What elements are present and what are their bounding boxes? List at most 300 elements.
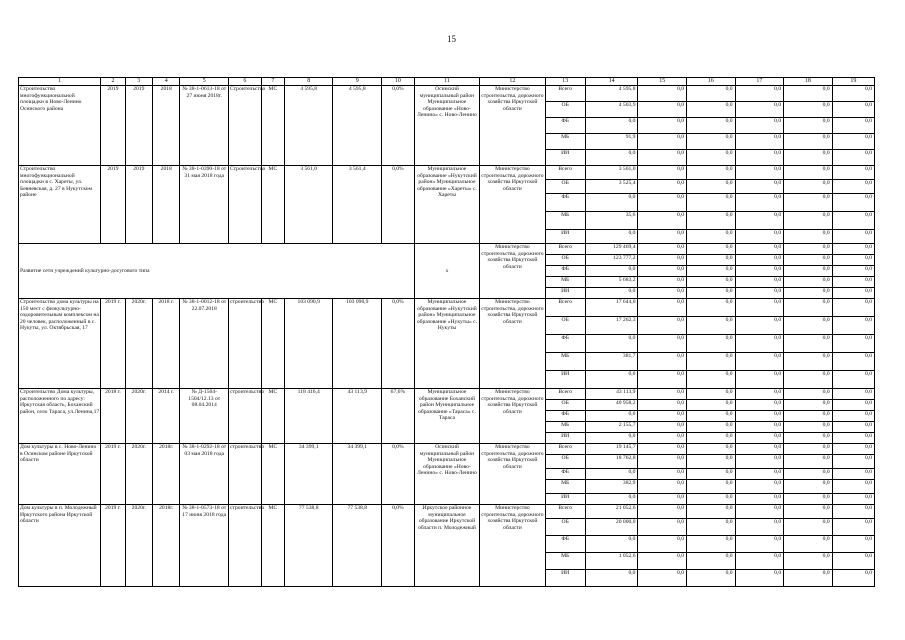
amount-cell: 0,0 [638,212,687,230]
readiness-percent: 0,0% [382,444,415,505]
amount-cell: 0,0 [687,266,736,277]
amount-cell: 0,0 [784,180,833,194]
amount-cell: 0,0 [735,134,784,150]
source-cell: ФБ [545,194,585,212]
year-end: 2019 [125,86,152,166]
source-cell: Всего [545,389,585,400]
header-cell: 11 [414,78,479,86]
ministry: Министерство строительства, дорожного хозяйства Иркутской области [480,444,545,505]
amount-cell: 35,6 [585,212,638,230]
amount-cell: 0,0 [832,455,874,469]
amount-cell: 3 561,0 [585,166,638,180]
section-title: Развитие сети учреждений культурно-досугового типа [19,244,415,299]
amount-cell: 0,0 [687,570,736,587]
amount-cell: 17 644,0 [585,299,638,317]
table-row [19,299,875,317]
amount-cell: 0,0 [585,230,638,244]
readiness-percent: 0,0% [382,166,415,244]
source-cell: ФБ [545,536,585,553]
year-doc: 2018 [153,86,180,166]
page-number: 15 [447,34,456,44]
amount-cell: 0,0 [638,505,687,519]
amount-cell: 0,0 [638,371,687,389]
amount-cell: 0,0 [585,469,638,480]
amount-cell: 0,0 [832,150,874,166]
amount-cell: 0,0 [687,102,736,118]
amount-cell: 0,0 [784,194,833,212]
source-cell: МБ [545,353,585,371]
header-cell: 15 [638,78,687,86]
header-cell: 18 [784,78,833,86]
amount-cell: 3 525,4 [585,180,638,194]
amount-cell: 0,0 [638,480,687,494]
amount-cell: 0,0 [832,422,874,433]
amount-cell: 0,0 [784,455,833,469]
amount-cell: 0,0 [784,519,833,536]
amount-cell: 0,0 [735,335,784,353]
amount-cell: 0,0 [832,444,874,455]
amount-cell: 0,0 [735,194,784,212]
amount-cell: 0,0 [832,230,874,244]
amount-cell: 0,0 [638,166,687,180]
municipality: Муниципальное образование Боханский район Муниципальное образование «Тараса» с. Тараса [414,389,479,444]
work-kind: строительство [229,505,262,587]
amount-cell: 0,0 [784,212,833,230]
project-name: Строительство дома культуры на 150 мест с физкультурно-оздоровительным комплексом на 20 человек, расположенный в с. Нукуты, ул. Октябрьская, 17 [19,299,101,389]
amount-cell: 0,0 [687,86,736,102]
amount-cell: 0,0 [784,118,833,134]
year-doc: 2018 [153,166,180,244]
cost-total: 103 090,9 [284,299,333,389]
year-doc: 2018г. [153,505,180,587]
amount-cell: 0,0 [735,505,784,519]
amount-cell: 0,0 [784,480,833,494]
year-start: 2019 г. [101,299,125,389]
amount-cell: 0,0 [784,255,833,266]
amount-cell: 0,0 [735,150,784,166]
amount-cell: 1 052,6 [585,553,638,570]
amount-cell: 0,0 [585,494,638,505]
amount-cell: 18 762,8 [585,455,638,469]
amount-cell: 0,0 [585,433,638,444]
amount-cell: 0,0 [638,230,687,244]
amount-cell: 0,0 [638,570,687,587]
source-cell: ИИ [545,150,585,166]
amount-cell: 0,0 [638,519,687,536]
expertise-doc: № 38-1-0613-18 от 27 июня 2018г. [180,86,229,166]
amount-cell: 0,0 [638,277,687,288]
amount-cell: 0,0 [832,166,874,180]
header-cell: 4 [153,78,180,86]
year-end: 2020г. [125,299,152,389]
amount-cell: 0,0 [832,469,874,480]
amount-cell: 0,0 [832,371,874,389]
cost-total: 4 595,8 [284,86,333,166]
amount-cell: 0,0 [687,455,736,469]
year-doc: 2014 г. [153,389,180,444]
amount-cell: 0,0 [687,230,736,244]
amount-cell: 0,0 [832,494,874,505]
amount-cell: 0,0 [687,150,736,166]
amount-cell: 0,0 [784,422,833,433]
amount-cell: 0,0 [638,353,687,371]
amount-cell: 2 155,7 [585,422,638,433]
amount-cell: 0,0 [832,277,874,288]
amount-cell: 0,0 [735,570,784,587]
amount-cell: 0,0 [832,505,874,519]
amount-cell: 0,0 [784,433,833,444]
amount-cell: 0,0 [687,422,736,433]
amount-cell: 0,0 [638,469,687,480]
amount-cell: 0,0 [735,317,784,335]
amount-cell: 0,0 [638,433,687,444]
amount-cell: 0,0 [784,400,833,411]
source-cell: МБ [545,212,585,230]
amount-cell: 0,0 [735,212,784,230]
amount-cell: 0,0 [687,118,736,134]
municipality: Иркутское районное муниципальное образование Иркутской области п. Молодежный [414,505,479,587]
amount-cell: 0,0 [784,570,833,587]
amount-cell: 0,0 [638,422,687,433]
amount-cell: 0,0 [687,288,736,299]
amount-cell: 0,0 [832,212,874,230]
municipality: Муниципальное образование «Нукутский район» Муниципальное образование «Хареты» с. Хареты [414,166,479,244]
header-cell: 16 [687,78,736,86]
amount-cell: 0,0 [585,371,638,389]
amount-cell: 0,0 [638,299,687,317]
source-cell: ИИ [545,230,585,244]
source-cell: ФБ [545,469,585,480]
responsible: МС [261,166,284,244]
amount-cell: 0,0 [735,166,784,180]
amount-cell: 0,0 [687,536,736,553]
amount-cell: 0,0 [735,422,784,433]
municipality: Муниципальное образование «Нукутский район» Муниципальное образование «Нукуты» с. Нукуты [414,299,479,389]
amount-cell: 0,0 [638,180,687,194]
amount-cell: 0,0 [585,266,638,277]
amount-cell: 40 958,2 [585,400,638,411]
amount-cell: 0,0 [784,494,833,505]
amount-cell: 0,0 [784,411,833,422]
ministry: Министерство строительства, дорожного хозяйства Иркутской области [480,505,545,587]
cost-total: 77 538,8 [284,505,333,587]
source-cell: МБ [545,422,585,433]
cost-remaining: 77 538,8 [333,505,382,587]
amount-cell: 0,0 [687,134,736,150]
amount-cell: 0,0 [687,553,736,570]
source-cell: МБ [545,277,585,288]
header-cell: 14 [585,78,638,86]
amount-cell: 0,0 [832,255,874,266]
amount-cell: 0,0 [638,288,687,299]
cost-remaining: 43 113,9 [333,389,382,444]
project-name: Строительство Дома культуры, расположенного по адресу: Иркутская область, Боханский район, село Тараса, ул.Ленина,17 [19,389,101,444]
amount-cell: 0,0 [735,230,784,244]
amount-cell: 0,0 [687,335,736,353]
amount-cell: 0,0 [585,411,638,422]
amount-cell: 91,9 [585,134,638,150]
amount-cell: 0,0 [784,230,833,244]
header-cell: 5 [180,78,229,86]
responsible: МС [261,389,284,444]
cost-remaining: 103 090,9 [333,299,382,389]
work-kind: Строительство [229,86,262,166]
amount-cell: 0,0 [784,102,833,118]
amount-cell: 0,0 [832,519,874,536]
amount-cell: 0,0 [687,519,736,536]
ministry: Министерство строительства, дорожного хозяйства Иркутской области [480,166,545,244]
amount-cell: 0,0 [585,194,638,212]
responsible: МС [261,444,284,505]
amount-cell: 0,0 [784,277,833,288]
amount-cell: 0,0 [832,353,874,371]
year-start: 2018 г. [101,389,125,444]
header-cell: 2 [101,78,125,86]
amount-cell: 0,0 [832,180,874,194]
source-cell: ФБ [545,118,585,134]
header-cell: 6 [229,78,262,86]
amount-cell: 0,0 [735,371,784,389]
amount-cell: 0,0 [832,553,874,570]
amount-cell: 0,0 [687,371,736,389]
work-kind: строительство [229,389,262,444]
amount-cell: 0,0 [735,288,784,299]
amount-cell: 0,0 [735,480,784,494]
amount-cell: 0,0 [687,299,736,317]
header-cell: 8 [284,78,333,86]
ministry: Министерство строительства, дорожного хозяйства Иркутской области [480,299,545,389]
amount-cell: 0,0 [687,400,736,411]
amount-cell: 0,0 [735,536,784,553]
amount-cell: 0,0 [832,389,874,400]
header-cell: 9 [333,78,382,86]
project-name: Строительство многофункциональной площадки в Ново-Ленино Осинского района [19,86,101,166]
source-cell: МБ [545,480,585,494]
cost-total: 34 399,1 [284,444,333,505]
header-cell: 10 [382,78,415,86]
amount-cell: 0,0 [687,166,736,180]
ministry: Министерство строительства, дорожного хозяйства Иркутской области [480,244,545,299]
source-cell: МБ [545,134,585,150]
header-cell: 12 [480,78,545,86]
expertise-doc: № 38-1-0390-18 от 31 мая 2018 года [180,166,229,244]
section-x: х [414,244,479,299]
amount-cell: 123 777,2 [585,255,638,266]
amount-cell: 0,0 [832,570,874,587]
amount-cell: 0,0 [832,86,874,102]
source-cell: ИИ [545,570,585,587]
amount-cell: 0,0 [585,570,638,587]
amount-cell: 0,0 [735,455,784,469]
readiness-percent: 67,6% [382,389,415,444]
source-cell: ОБ [545,455,585,469]
table-row [19,505,875,519]
header-cell: 1 [19,78,101,86]
source-cell: ИИ [545,288,585,299]
year-doc: 2018 г. [153,299,180,389]
cost-total: 3 561,0 [284,166,333,244]
source-cell: ОБ [545,317,585,335]
amount-cell: 0,0 [784,317,833,335]
amount-cell: 0,0 [735,266,784,277]
amount-cell: 0,0 [832,194,874,212]
source-cell: Всего [545,299,585,317]
amount-cell: 4 595,8 [585,86,638,102]
amount-cell: 0,0 [735,519,784,536]
table-row [19,444,875,455]
amount-cell: 0,0 [735,118,784,134]
amount-cell: 0,0 [832,288,874,299]
amount-cell: 0,0 [638,389,687,400]
amount-cell: 0,0 [735,353,784,371]
source-cell: Всего [545,86,585,102]
amount-cell: 0,0 [735,244,784,255]
amount-cell: 0,0 [687,277,736,288]
work-kind: строительство [229,444,262,505]
amount-cell: 0,0 [832,102,874,118]
amount-cell: 0,0 [784,150,833,166]
amount-cell: 0,0 [638,102,687,118]
year-start: 2019 [101,166,125,244]
ministry: Министерство строительства, дорожного хозяйства Иркутской области [480,86,545,166]
amount-cell: 0,0 [784,86,833,102]
amount-cell: 0,0 [638,194,687,212]
year-end: 2020г. [125,505,152,587]
amount-cell: 43 113,9 [585,389,638,400]
amount-cell: 0,0 [784,134,833,150]
source-cell: ИИ [545,371,585,389]
amount-cell: 0,0 [638,411,687,422]
amount-cell: 0,0 [832,299,874,317]
amount-cell: 0,0 [687,180,736,194]
amount-cell: 0,0 [784,553,833,570]
amount-cell: 0,0 [687,469,736,480]
amount-cell: 0,0 [832,536,874,553]
amount-cell: 0,0 [735,277,784,288]
amount-cell: 0,0 [638,150,687,166]
municipality: Осинский муниципальный район Муниципальное образование «Ново-Ленино» с. Ново-Ленино [414,444,479,505]
source-cell: МБ [545,553,585,570]
amount-cell: 0,0 [638,255,687,266]
amount-cell: 20 000,0 [585,519,638,536]
amount-cell: 0,0 [832,317,874,335]
amount-cell: 0,0 [832,411,874,422]
amount-cell: 0,0 [735,180,784,194]
amount-cell: 0,0 [638,455,687,469]
amount-cell: 0,0 [585,118,638,134]
amount-cell: 5 683,2 [585,277,638,288]
ministry: Министерство строительства, дорожного хозяйства Иркутской области [480,389,545,444]
expertise-doc: № 38-1-0292-18 от 03 мая 2018 года [180,444,229,505]
amount-cell: 0,0 [638,266,687,277]
municipality: Осинский муниципальный район Муниципальное образование «Ново-Ленино» с. Ново-Ленино [414,86,479,166]
readiness-percent: 0,0% [382,299,415,389]
year-end: 2020г. [125,444,152,505]
amount-cell: 0,0 [832,244,874,255]
table-row [19,244,875,255]
amount-cell: 17 262,3 [585,317,638,335]
amount-cell: 381,7 [585,353,638,371]
amount-cell: 0,0 [687,353,736,371]
expertise-doc: № 38-1-0573-18 от 17 июня 2018 года [180,505,229,587]
amount-cell: 0,0 [784,335,833,353]
amount-cell: 0,0 [735,299,784,317]
amount-cell: 0,0 [638,118,687,134]
amount-cell: 0,0 [638,244,687,255]
amount-cell: 0,0 [735,494,784,505]
year-start: 2019 [101,86,125,166]
year-doc: 2018г. [153,444,180,505]
amount-cell: 0,0 [735,389,784,400]
amount-cell: 0,0 [687,494,736,505]
amount-cell: 0,0 [687,194,736,212]
amount-cell: 0,0 [687,480,736,494]
year-end: 2020г. [125,389,152,444]
year-start: 2019 г. [101,444,125,505]
header-row [19,78,875,86]
amount-cell: 0,0 [784,353,833,371]
amount-cell: 0,0 [687,444,736,455]
amount-cell: 0,0 [784,299,833,317]
amount-cell: 0,0 [832,335,874,353]
project-name: Строительство многофункциональной площадки в с. Хареты, ул. Бевневская, д. 27 в Нукутском районе [19,166,101,244]
amount-cell: 0,0 [735,553,784,570]
amount-cell: 0,0 [784,266,833,277]
header-cell: 19 [832,78,874,86]
responsible: МС [261,505,284,587]
amount-cell: 0,0 [638,335,687,353]
amount-cell: 0,0 [687,317,736,335]
amount-cell: 0,0 [687,255,736,266]
amount-cell: 0,0 [585,335,638,353]
source-cell: Всего [545,444,585,455]
amount-cell: 0,0 [735,102,784,118]
amount-cell: 0,0 [784,166,833,180]
header-cell: 7 [261,78,284,86]
amount-cell: 0,0 [784,389,833,400]
cost-remaining: 3 561,4 [333,166,382,244]
source-cell: ФБ [545,335,585,353]
cost-remaining: 34 399,1 [333,444,382,505]
source-cell: ОБ [545,255,585,266]
amount-cell: 0,0 [638,317,687,335]
amount-cell: 0,0 [687,244,736,255]
table-row [19,389,875,400]
source-cell: ФБ [545,411,585,422]
source-cell: ФБ [545,266,585,277]
work-kind: Строительство [229,166,262,244]
source-cell: ОБ [545,400,585,411]
amount-cell: 4 503,9 [585,102,638,118]
year-end: 2019 [125,166,152,244]
source-cell: ИИ [545,433,585,444]
amount-cell: 0,0 [784,444,833,455]
amount-cell: 0,0 [585,288,638,299]
amount-cell: 0,0 [735,469,784,480]
readiness-percent: 0,0% [382,86,415,166]
amount-cell: 0,0 [687,212,736,230]
amount-cell: 0,0 [638,400,687,411]
amount-cell: 0,0 [638,86,687,102]
amount-cell: 0,0 [638,494,687,505]
year-start: 2019 г. [101,505,125,587]
amount-cell: 0,0 [638,553,687,570]
amount-cell: 0,0 [784,505,833,519]
header-cell: 17 [735,78,784,86]
header-cell: 13 [545,78,585,86]
amount-cell: 0,0 [832,134,874,150]
amount-cell: 0,0 [735,255,784,266]
